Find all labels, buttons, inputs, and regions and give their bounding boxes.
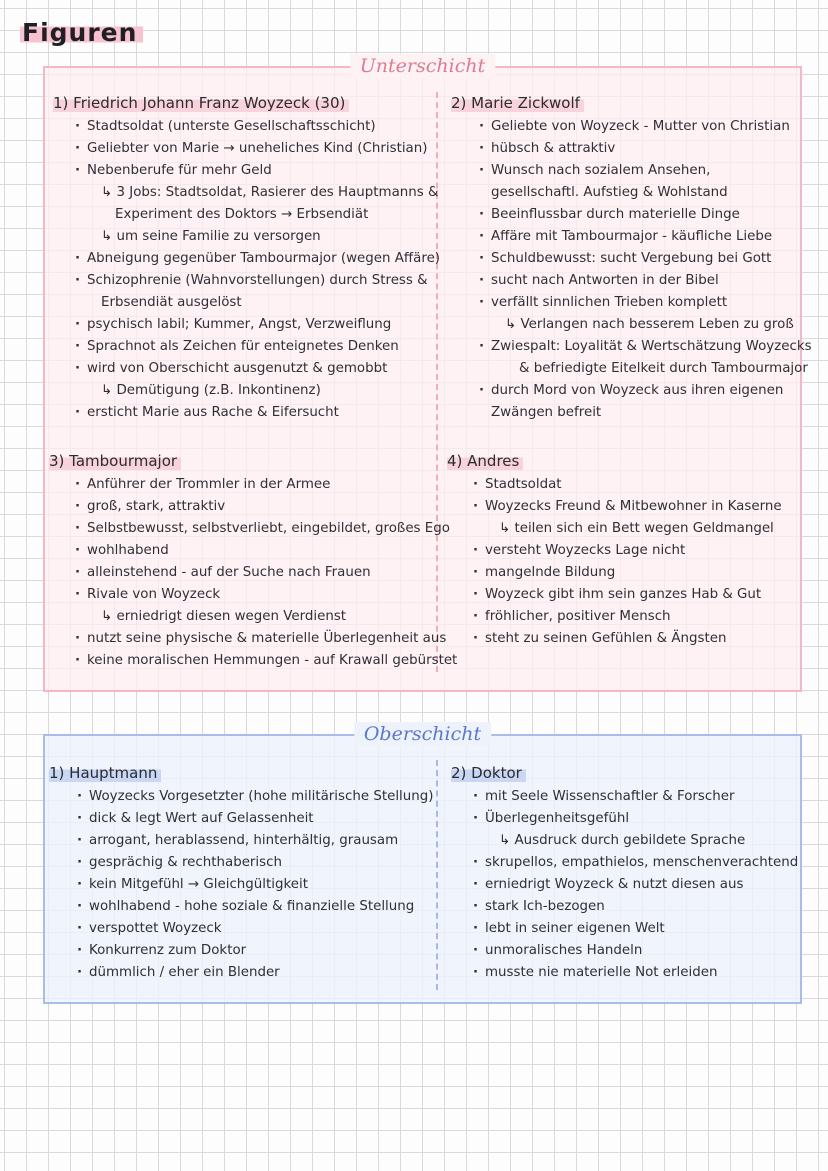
trait-item: · Wunsch nach sozialem Ansehen,: [491, 160, 812, 182]
section-oberschicht: [43, 723, 802, 1004]
trait-continuation: & befriedigte Eitelkeit durch Tambourmajor: [519, 361, 808, 376]
character-hauptmann: [49, 762, 433, 984]
trait-item: · Woyzeck gibt ihm sein ganzes Hab & Gut: [485, 584, 782, 606]
character-traits: [485, 474, 782, 650]
trait-item: · kein Mitgefühl → Gleichgültigkeit: [89, 874, 433, 896]
trait-item: · dick & legt Wert auf Gelassenheit: [89, 808, 433, 830]
trait-item: · unmoralisches Handeln: [485, 940, 798, 962]
trait-item: · musste nie materielle Not erleiden: [485, 962, 798, 984]
trait-item: · groß, stark, attraktiv: [87, 496, 457, 518]
character-heading: 4) Andres: [447, 450, 523, 472]
trait-continuation: Experiment des Doktors → Erbsendiät: [115, 207, 369, 222]
character-traits: [89, 786, 433, 984]
trait-item: · arrogant, herablassend, hinterhältig, grausam: [89, 830, 433, 852]
trait-item: · Überlegenheitsgefühl: [485, 808, 798, 830]
trait-item: · Konkurrenz zum Doktor: [89, 940, 433, 962]
trait-item: · wohlhabend: [87, 540, 457, 562]
character-woyzeck: [53, 92, 440, 424]
trait-item: · versteht Woyzecks Lage nicht: [485, 540, 782, 562]
trait-item: · hübsch & attraktiv: [491, 138, 812, 160]
trait-item: · Anführer der Trommler in der Armee: [87, 474, 457, 496]
trait-item: · erniedrigt Woyzeck & nutzt diesen aus: [485, 874, 798, 896]
character-heading: 3) Tambourmajor: [49, 450, 181, 472]
trait-continuation: gesellschaftl. Aufstieg & Wohlstand: [491, 185, 728, 200]
trait-item: · Geliebte von Woyzeck - Mutter von Christian: [491, 116, 812, 138]
character-traits: [87, 116, 440, 424]
character-heading: 1) Hauptmann: [49, 762, 161, 784]
trait-item: · durch Mord von Woyzeck aus ihren eigenen: [491, 380, 812, 402]
section-title-unterschicht: Unterschicht: [350, 54, 495, 78]
sub-point: ↳ Demütigung (z.B. Inkontinenz): [101, 383, 321, 398]
trait-item: · Abneigung gegenüber Tambourmajor (wegen Affäre): [87, 248, 440, 270]
character-doktor: [451, 762, 798, 984]
sub-point: ↳ erniedrigt diesen wegen Verdienst: [101, 609, 347, 624]
trait-item: · Sprachnot als Zeichen für enteignetes Denken: [87, 336, 440, 358]
sub-point: ↳ Ausdruck durch gebildete Sprache: [499, 833, 746, 848]
trait-item: · dümmlich / eher ein Blender: [89, 962, 433, 984]
character-heading: 2) Marie Zickwolf: [451, 92, 584, 114]
section-unterschicht: [43, 55, 812, 692]
trait-item: · wohlhabend - hohe soziale & finanzielle Stellung: [89, 896, 433, 918]
trait-item: · Beeinflussbar durch materielle Dinge: [491, 204, 812, 226]
character-traits: [485, 786, 798, 984]
trait-continuation: Zwängen befreit: [491, 405, 602, 420]
trait-item: · steht zu seinen Gefühlen & Ängsten: [485, 628, 782, 650]
trait-item: · Geliebter von Marie → uneheliches Kind (Christian): [87, 138, 440, 160]
character-heading: 1) Friedrich Johann Franz Woyzeck (30): [53, 92, 349, 114]
character-marie: [451, 92, 812, 424]
trait-item: · Affäre mit Tambourmajor - käufliche Liebe: [491, 226, 812, 248]
page-title: Figuren: [20, 18, 143, 48]
sub-point: ↳ 3 Jobs: Stadtsoldat, Rasierer des Hauptmanns &: [101, 185, 439, 200]
trait-item: · Zwiespalt: Loyalität & Wertschätzung Woyzecks: [491, 336, 812, 358]
sub-point: ↳ Verlangen nach besserem Leben zu groß: [505, 317, 794, 332]
trait-item: · wird von Oberschicht ausgenutzt & gemobbt: [87, 358, 440, 380]
column-divider: [436, 760, 438, 990]
trait-item: · nutzt seine physische & materielle Überlegenheit aus: [87, 628, 457, 650]
character-heading: 2) Doktor: [451, 762, 526, 784]
trait-item: · lebt in seiner eigenen Welt: [485, 918, 798, 940]
trait-item: · psychisch labil; Kummer, Angst, Verzweiflung: [87, 314, 440, 336]
trait-item: · mit Seele Wissenschaftler & Forscher: [485, 786, 798, 808]
trait-continuation: Erbsendiät ausgelöst: [101, 295, 242, 310]
trait-item: · verspottet Woyzeck: [89, 918, 433, 940]
trait-item: · Woyzecks Vorgesetzter (hohe militärische Stellung): [89, 786, 433, 808]
trait-item: · gesprächig & rechthaberisch: [89, 852, 433, 874]
trait-item: · Selbstbewusst, selbstverliebt, eingebildet, großes Ego: [87, 518, 457, 540]
trait-item: · stark Ich-bezogen: [485, 896, 798, 918]
character-andres: [447, 450, 782, 650]
trait-item: · verfällt sinnlichen Trieben komplett: [491, 292, 812, 314]
character-traits: [87, 474, 457, 672]
trait-item: · mangelnde Bildung: [485, 562, 782, 584]
character-traits: [491, 116, 812, 424]
trait-item: · Schuldbewusst: sucht Vergebung bei Gott: [491, 248, 812, 270]
trait-item: · keine moralischen Hemmungen - auf Krawall gebürstet: [87, 650, 457, 672]
sub-point: ↳ teilen sich ein Bett wegen Geldmangel: [499, 521, 774, 536]
trait-item: · Stadtsoldat (unterste Gesellschaftsschicht): [87, 116, 440, 138]
trait-item: · Woyzecks Freund & Mitbewohner in Kaserne: [485, 496, 782, 518]
trait-item: · fröhlicher, positiver Mensch: [485, 606, 782, 628]
trait-item: · alleinstehend - auf der Suche nach Frauen: [87, 562, 457, 584]
trait-item: · Stadtsoldat: [485, 474, 782, 496]
character-tambourmajor: [49, 450, 457, 672]
trait-item: · sucht nach Antworten in der Bibel: [491, 270, 812, 292]
trait-item: · skrupellos, empathielos, menschenverachtend: [485, 852, 798, 874]
section-title-oberschicht: Oberschicht: [354, 722, 491, 746]
trait-item: · Rivale von Woyzeck: [87, 584, 457, 606]
trait-item: · Schizophrenie (Wahnvorstellungen) durch Stress &: [87, 270, 440, 292]
trait-item: · ersticht Marie aus Rache & Eifersucht: [87, 402, 440, 424]
sub-point: ↳ um seine Familie zu versorgen: [101, 229, 321, 244]
trait-item: · Nebenberufe für mehr Geld: [87, 160, 440, 182]
